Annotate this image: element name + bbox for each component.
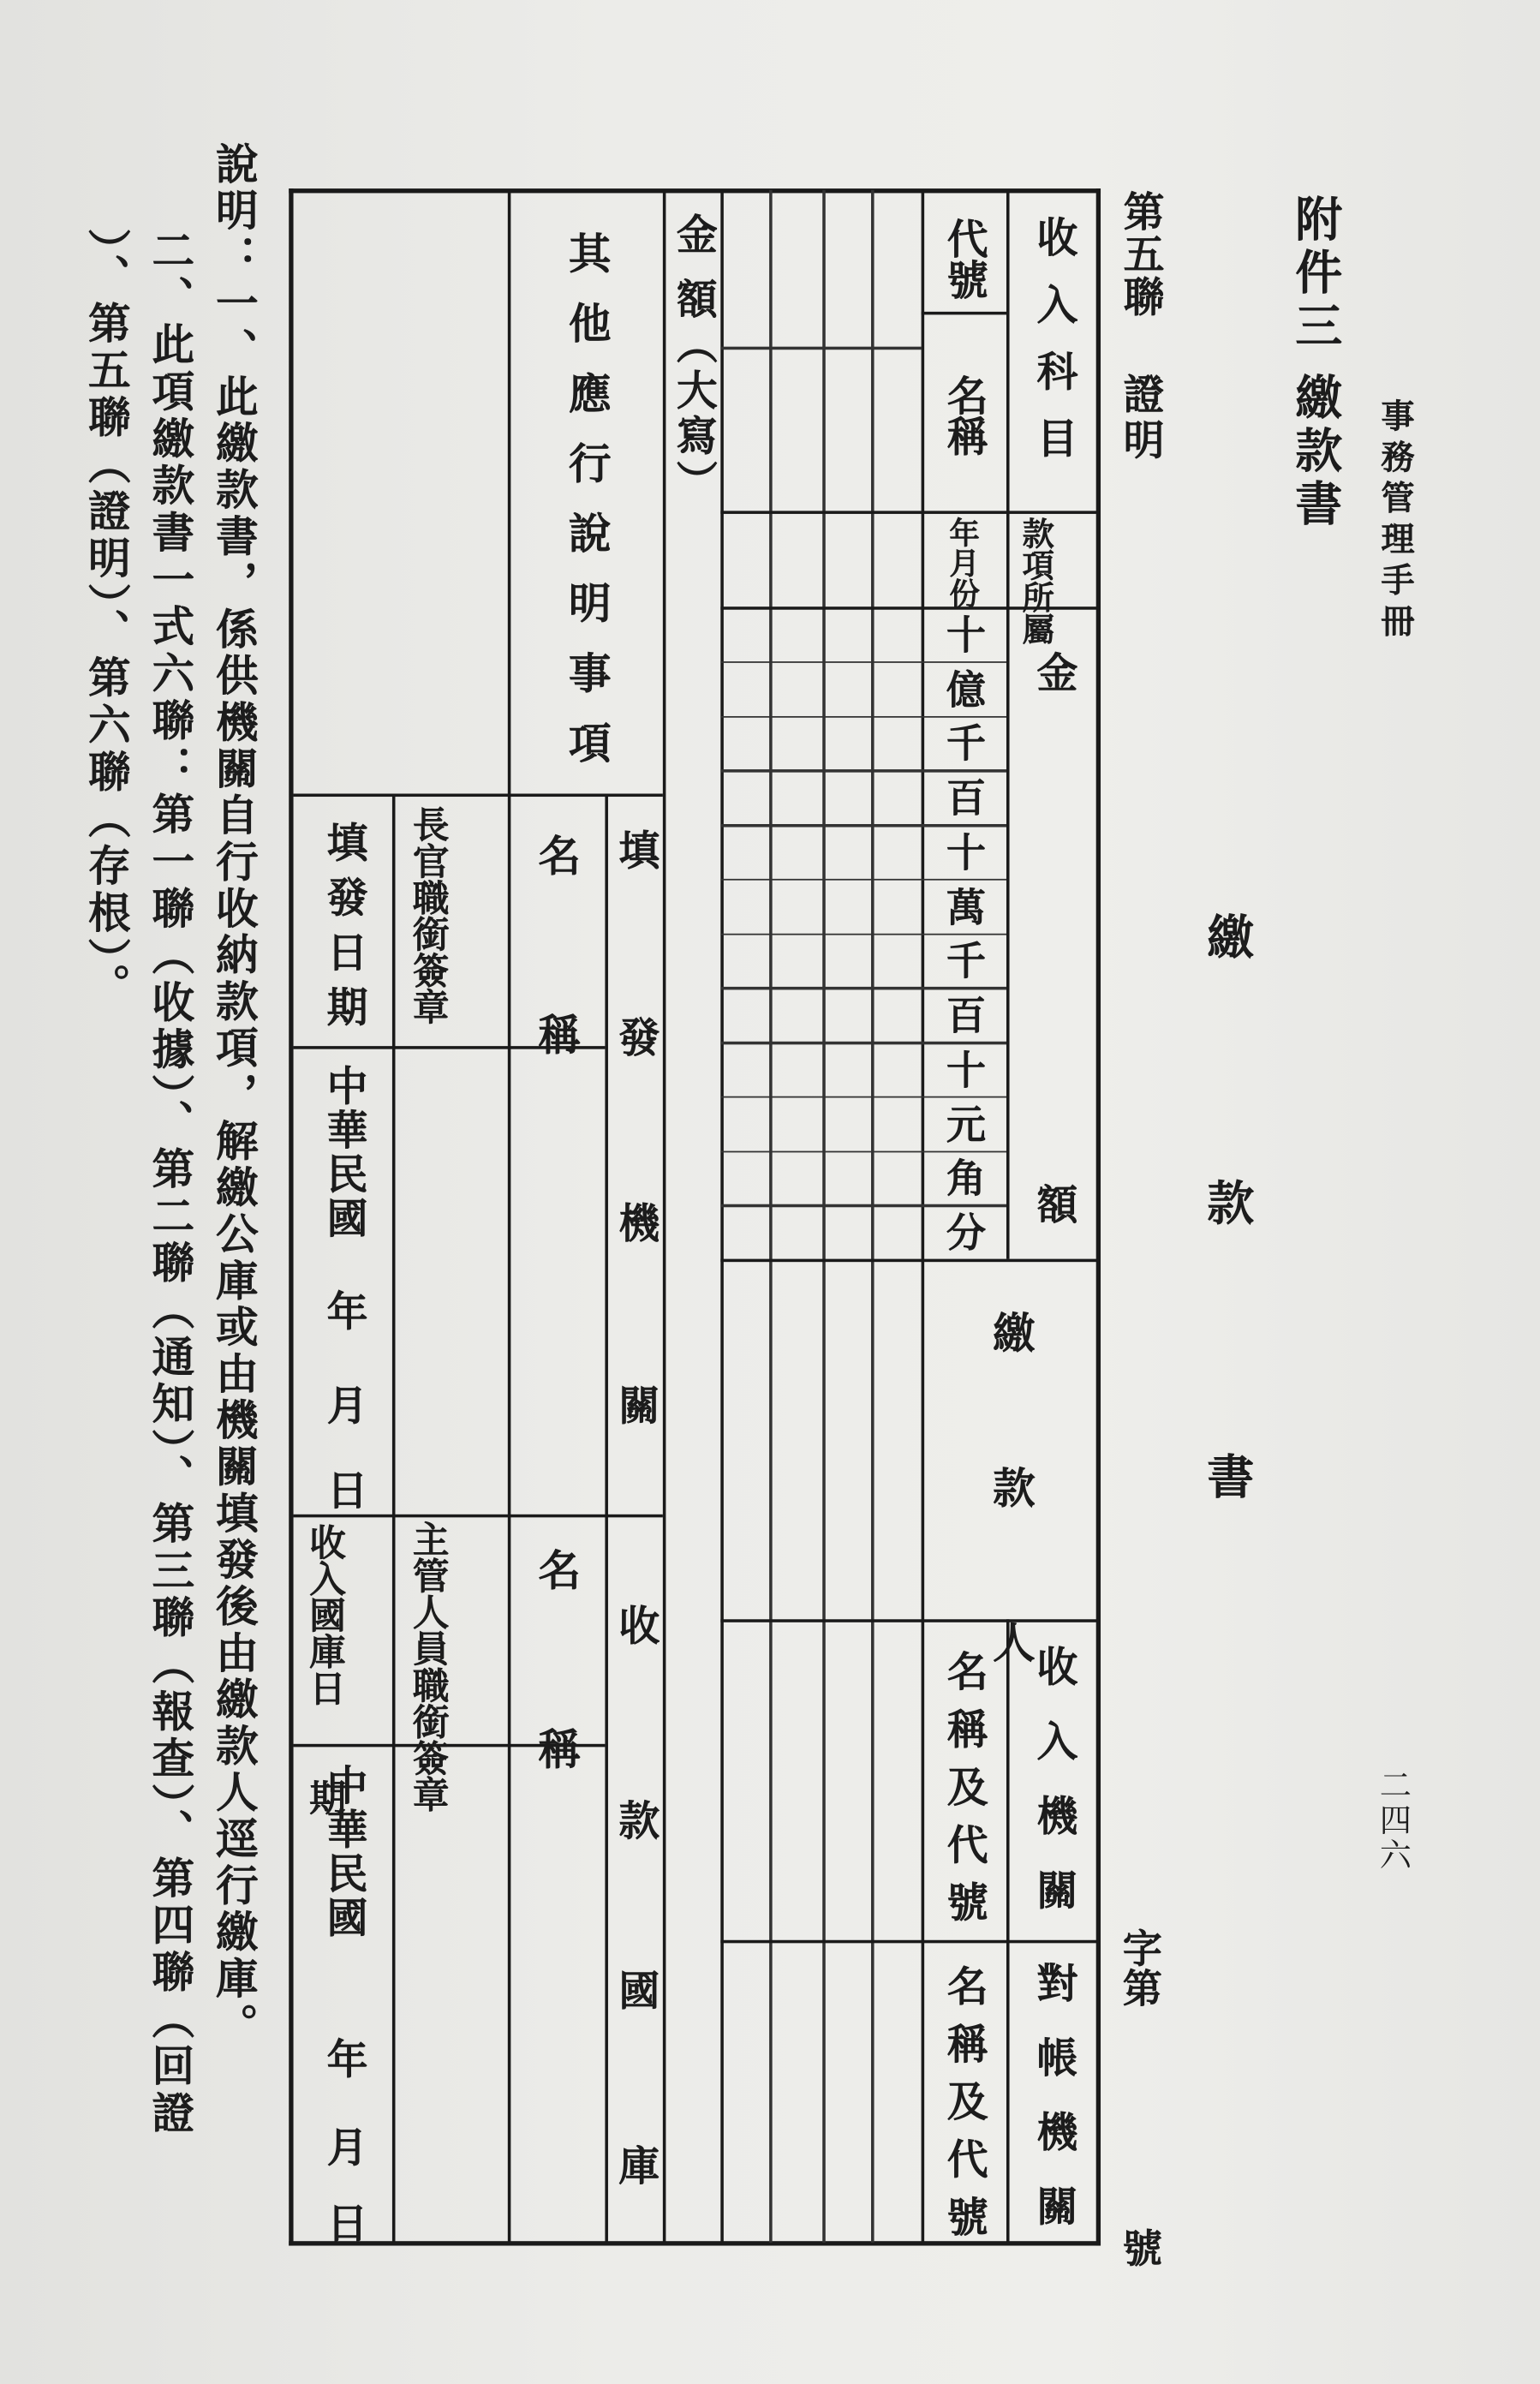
treasury-char: 國	[611, 1969, 659, 2011]
reconcile-agency-name-code-label: 名稱及代號	[939, 1964, 987, 2254]
issue-date-era: 中華民國	[319, 1064, 367, 1241]
digit-row-line	[720, 770, 1006, 773]
officer-sign-label	[405, 805, 449, 1025]
revenue-subject-label: 收入科目	[1029, 216, 1077, 484]
issue-date-label: 填發日期	[319, 821, 367, 1041]
note-line-3: ）、第五聯（證明）、第六聯（存根）。	[81, 228, 133, 1010]
amount-label-char: 金	[1029, 650, 1077, 692]
year-month-label: 年月份	[944, 517, 981, 608]
digit-place-label: 億	[939, 668, 986, 708]
amount-capital-label: 金 額（大寫）	[668, 212, 716, 505]
column-line	[1006, 1619, 1009, 2243]
book-title: 事務管理手冊	[1376, 398, 1414, 645]
row-line	[720, 1259, 1097, 1262]
row-line	[720, 511, 1097, 513]
treasury-date-month: 月	[319, 2125, 367, 2167]
issue-date-day: 日	[319, 1468, 367, 1510]
column-line	[392, 793, 395, 2242]
digit-place-label: 分	[939, 1211, 986, 1252]
amount-label-char: 額	[1029, 1182, 1077, 1224]
column-line	[508, 190, 510, 2243]
revenue-agency-label: 收入機關	[1029, 1645, 1077, 1944]
digit-place-label: 元	[939, 1102, 986, 1144]
treasury-date-day: 日	[319, 2202, 367, 2243]
digit-place-label: 十	[939, 831, 986, 871]
serial-prefix: 字第	[1115, 1927, 1162, 2007]
form-title-char: 繳	[1197, 911, 1253, 959]
supervisor-sign-line: 主管人員	[405, 1520, 449, 1667]
officer-sign-line: 長官職銜	[405, 805, 449, 953]
other-notes-label: 其他應行說明事項	[562, 230, 613, 791]
row-line	[294, 1515, 663, 1517]
treasury-date-line: 日 期	[302, 1669, 345, 1816]
name-label: 名稱	[939, 373, 987, 457]
digit-place-label: 千	[939, 940, 986, 980]
reconcile-agency-label: 對帳機關	[1029, 1961, 1077, 2260]
note-line-1: 說明：一、此繳款書，係供機關自行收納款項，解繳公庫或由機關填發後由繳款人逕行繳庫。	[209, 141, 260, 2049]
attachment-name: 繳款書	[1286, 372, 1341, 533]
column-line	[922, 190, 924, 2243]
issuing-agency-char: 機	[611, 1201, 659, 1243]
page-number: 二四六	[1376, 1768, 1412, 1873]
issue-date-year: 年	[319, 1289, 367, 1331]
supervisor-sign-line: 職銜簽章	[405, 1666, 449, 1813]
digit-place-label: 十	[939, 613, 986, 654]
issuing-agency-name-label: 名 稱	[532, 833, 582, 1116]
digit-place-label: 百	[939, 777, 986, 817]
digit-place-label: 千	[939, 722, 986, 762]
row-line	[922, 312, 1006, 314]
supervisor-sign-label	[405, 1520, 449, 1813]
column-line	[769, 190, 772, 2243]
digit-row-line	[720, 1096, 1006, 1098]
issuing-agency-char: 關	[611, 1383, 659, 1425]
issuing-agency-char: 發	[611, 1015, 659, 1057]
officer-sign-line: 簽章	[405, 952, 449, 1025]
row-line	[294, 793, 663, 796]
revenue-agency-name-code-label: 名稱及代號	[939, 1649, 987, 1939]
note-line-2: 二、此項繳款書一式六聯：第一聯（收據）、第二聯（通知）、第三聯（報查）、第四聯（回證	[146, 228, 196, 2138]
digit-row-line	[720, 1042, 1006, 1044]
attachment-label: 附件三	[1286, 194, 1341, 355]
issuing-agency-char: 填	[611, 828, 659, 870]
column-line	[720, 190, 723, 2243]
copy-label: 第五聯	[1115, 189, 1163, 318]
code-label: 代號	[939, 217, 987, 300]
digit-row-line	[720, 715, 1006, 718]
treasury-date-era: 中華民國	[319, 1763, 367, 1940]
form-title-char: 款	[1197, 1178, 1253, 1226]
table-border-top	[289, 188, 1101, 193]
digit-row-line	[720, 933, 1006, 935]
fund-belongs-line: 款項	[1018, 517, 1055, 582]
row-line	[720, 347, 921, 350]
treasury-date-line: 收入國庫	[302, 1523, 345, 1670]
column-line	[1006, 190, 1009, 1259]
column-line	[871, 190, 874, 2243]
form-title-char: 書	[1197, 1452, 1253, 1500]
table-border-left	[289, 188, 293, 2245]
column-line	[663, 190, 666, 2243]
digit-place-label: 百	[939, 995, 986, 1035]
payer-label: 繳 款 人	[986, 1310, 1037, 1712]
treasury-char: 庫	[611, 2143, 659, 2185]
treasury-char: 收	[611, 1604, 659, 1646]
table-border-right	[1096, 188, 1101, 2245]
issue-date-month: 月	[319, 1383, 367, 1425]
column-line	[822, 190, 825, 2243]
digit-place-label: 角	[939, 1157, 986, 1198]
digit-row-line	[720, 1150, 1006, 1153]
fund-belongs-label	[1018, 517, 1055, 645]
column-line	[605, 793, 607, 2242]
treasury-date-year: 年	[319, 2037, 367, 2079]
fund-belongs-line: 所屬	[1018, 581, 1055, 645]
digit-place-label: 十	[939, 1049, 986, 1089]
digit-place-label: 萬	[939, 886, 986, 926]
copy-type: 證明	[1115, 372, 1163, 464]
digit-row-line	[720, 987, 1006, 989]
digit-row-line	[720, 1204, 1006, 1207]
serial-suffix: 號	[1115, 2227, 1162, 2267]
digit-row-line	[720, 824, 1006, 827]
digit-row-line	[720, 878, 1006, 881]
treasury-name-label: 名 稱	[532, 1547, 582, 1831]
treasury-char: 款	[611, 1798, 659, 1840]
row-line	[720, 1619, 1097, 1622]
digit-row-line	[720, 661, 1006, 664]
